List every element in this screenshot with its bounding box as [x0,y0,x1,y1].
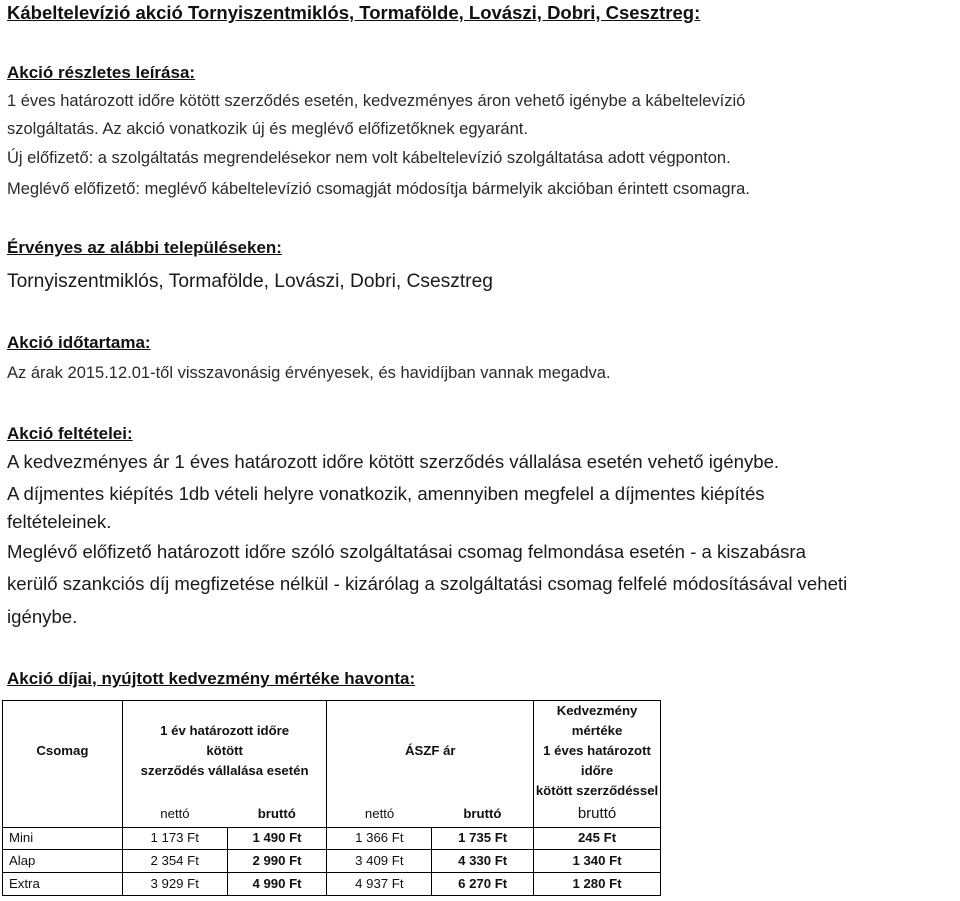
row-aszf-netto: 3 409 Ft [327,850,432,873]
conditions-line-3: feltételeinek. [7,511,112,532]
col-discount-header: Kedvezmény mértéke 1 éves határozott időre kötött szerződéssel [534,701,661,802]
sub-aszf-brutto: bruttó [432,801,534,827]
row-aszf-brutto: 4 330 Ft [432,850,534,873]
row-discount: 1 280 Ft [534,872,661,895]
conditions-line-2: A díjmentes kiépítés 1db vételi helyre vonatkozik, amennyiben megfelel a díjmentes kiépítés [7,483,765,504]
details-line-1: 1 éves határozott időre kötött szerződés esetén, kedvezményes áron vehető igénybe a kábeltelevízió [7,92,746,110]
row-aszf-brutto: 6 270 Ft [432,872,534,895]
details-line-3: Új előfizető: a szolgáltatás megrendelésekor nem volt kábeltelevízió szolgáltatása adott végponton. [7,149,731,167]
page-title: Kábeltelevízió akció Tornyiszentmiklós, Tormafölde, Lovászi, Dobri, Csesztreg: [7,2,701,23]
conditions-heading: Akció feltételei: [7,424,133,443]
row-discount: 1 340 Ft [534,850,661,873]
row-aszf-netto: 4 937 Ft [327,872,432,895]
conditions-line-1: A kedvezményes ár 1 éves határozott időre kötött szerződés vállalása esetén vehető igénybe. [7,451,780,472]
col-package-header: Csomag [3,701,123,802]
row-contract-brutto: 2 990 Ft [227,850,327,873]
table-header-row [3,701,661,802]
sub-empty [3,801,123,827]
price-table [2,700,661,896]
duration-heading: Akció időtartama: [7,333,151,352]
settlements-heading: Érvényes az alábbi településeken: [7,238,282,257]
conditions-line-6: igénybe. [7,606,78,627]
table-row [3,850,661,873]
row-contract-netto: 2 354 Ft [122,850,227,873]
details-line-2: szolgáltatás. Az akció vonatkozik új és meglévő előfizetőknek egyaránt. [7,120,528,138]
duration-text: Az árak 2015.12.01-től visszavonásig érvényesek, és havidíjban vannak megadva. [7,364,611,382]
row-package-name: Alap [3,850,123,873]
sub-aszf-netto: nettó [327,801,432,827]
table-subheader-row [3,801,661,827]
col-aszf-header: ÁSZF ár [327,701,534,802]
row-aszf-brutto: 1 735 Ft [432,827,534,850]
row-contract-brutto: 4 990 Ft [227,872,327,895]
row-package-name: Extra [3,872,123,895]
row-package-name: Mini [3,827,123,850]
details-heading: Akció részletes leírása: [7,63,196,82]
row-aszf-netto: 1 366 Ft [327,827,432,850]
sub-discount-brutto: bruttó [534,801,661,827]
col-contract-header: 1 év határozott időre kötött szerződés vállalása esetén [122,701,327,802]
sub-contract-brutto: bruttó [227,801,327,827]
conditions-line-4: Meglévő előfizető határozott időre szóló szolgáltatásai csomag felmondása esetén - a kiszabásra [7,541,806,562]
row-contract-netto: 1 173 Ft [122,827,227,850]
settlements-text: Tornyiszentmiklós, Tormafölde, Lovászi, Dobri, Csesztreg [7,271,493,292]
row-contract-brutto: 1 490 Ft [227,827,327,850]
table-row [3,827,661,850]
conditions-line-5: kerülő szankciós díj megfizetése nélkül - kizárólag a szolgáltatási csomag felfelé módosításával veheti [7,573,848,594]
row-contract-netto: 3 929 Ft [122,872,227,895]
table-row [3,872,661,895]
row-discount: 245 Ft [534,827,661,850]
prices-heading: Akció díjai, nyújtott kedvezmény mértéke havonta: [7,669,416,688]
sub-contract-netto: nettó [122,801,227,827]
details-line-4: Meglévő előfizető: meglévő kábeltelevízió csomagját módosítja bármelyik akcióban érintett csomagra. [7,180,750,198]
